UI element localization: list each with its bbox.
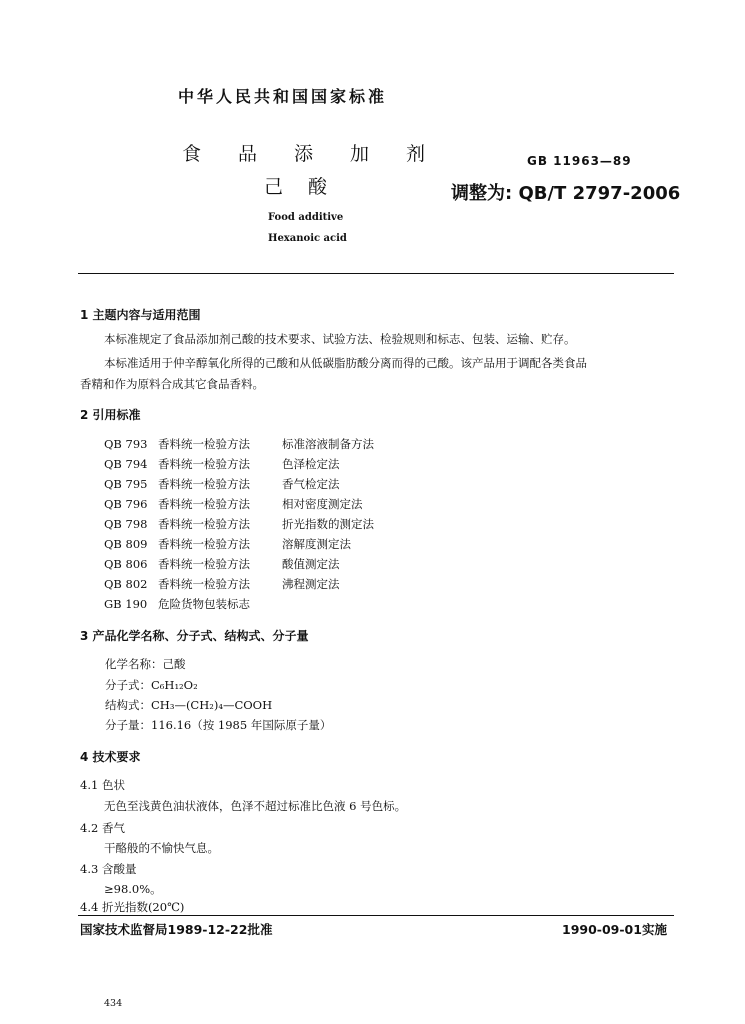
- ref-title: 折光指数的测定法: [282, 517, 374, 531]
- section1-para2-line1: 本标准适用于仲辛醇氧化所得的己酸和从低碳脂肪酸分离而得的己酸。该产品用于调配各类食品: [104, 356, 587, 370]
- clause-4-3-text: ≥98.0%。: [104, 882, 162, 896]
- ref-row: [104, 536, 351, 552]
- section3-heading: 3 产品化学名称、分子式、结构式、分子量: [80, 629, 309, 643]
- ref-code: QB 795: [104, 477, 148, 491]
- section1-para2-line2: 香精和作为原料合成其它食品香料。: [80, 377, 264, 391]
- ref-code: QB 798: [104, 517, 148, 531]
- molecular-formula: 分子式：C₆H₁₂O₂: [105, 678, 198, 692]
- section1-para1: 本标准规定了食品添加剂己酸的技术要求、试验方法、检验规则和标志、包装、运输、贮存。: [104, 332, 576, 346]
- clause-4-2-label: 4.2 香气: [80, 821, 125, 835]
- ref-series: 香料统一检验方法: [158, 477, 250, 491]
- clause-4-2-text: 干酪般的不愉快气息。: [104, 841, 219, 855]
- ref-title: 香气检定法: [282, 477, 340, 491]
- name-char: 酸: [308, 176, 328, 198]
- ref-title: 沸程测定法: [282, 577, 340, 591]
- ref-series: 香料统一检验方法: [158, 517, 250, 531]
- footer-divider: [78, 915, 674, 916]
- ref-title: 标准溶液制备方法: [282, 437, 374, 451]
- ref-row: [104, 596, 282, 612]
- ref-row: [104, 556, 340, 572]
- name-char: 品: [238, 143, 258, 165]
- name-char: 食: [182, 143, 202, 165]
- section1-heading: 1 主题内容与适用范围: [80, 308, 201, 322]
- molecular-weight: 分子量：116.16（按 1985 年国际原子量）: [105, 718, 332, 732]
- approval-date: 国家技术监督局1989-12-22批准: [80, 922, 273, 937]
- ref-code: GB 190: [104, 597, 148, 611]
- name-char: 剂: [406, 143, 426, 165]
- clause-4-3-label: 4.3 含酸量: [80, 862, 137, 876]
- name-char: 己: [264, 176, 284, 198]
- ref-code: QB 796: [104, 497, 148, 511]
- ref-series: 香料统一检验方法: [158, 497, 250, 511]
- ref-row: [104, 576, 340, 592]
- ref-row: [104, 456, 340, 472]
- ref-title: 酸值测定法: [282, 557, 340, 571]
- ref-code: QB 806: [104, 557, 148, 571]
- name-char: 加: [350, 143, 370, 165]
- ref-row: [104, 516, 374, 532]
- ref-row: [104, 476, 340, 492]
- ref-series: 香料统一检验方法: [158, 577, 250, 591]
- section4-heading: 4 技术要求: [80, 750, 141, 764]
- ref-series: 香料统一检验方法: [158, 557, 250, 571]
- ref-series: 香料统一检验方法: [158, 537, 250, 551]
- structural-formula: 结构式：CH₃—(CH₂)₄—COOH: [105, 698, 273, 712]
- product-name-cn-line1: [182, 139, 462, 166]
- effective-date: 1990-09-01实施: [562, 922, 667, 937]
- ref-title: 色泽检定法: [282, 457, 340, 471]
- ref-title: 相对密度测定法: [282, 497, 363, 511]
- ref-code: QB 809: [104, 537, 148, 551]
- ref-code: QB 802: [104, 577, 148, 591]
- ref-row: [104, 436, 374, 452]
- name-char: 添: [294, 143, 314, 165]
- adjusted-standard-number: 调整为: QB/T 2797-2006: [451, 183, 681, 204]
- product-name-en-line2: Hexanoic acid: [268, 233, 347, 244]
- ref-code: QB 794: [104, 457, 148, 471]
- ref-series: 香料统一检验方法: [158, 457, 250, 471]
- header-divider: [78, 273, 674, 274]
- ref-row: [104, 496, 363, 512]
- standard-number: GB 11963—89: [527, 154, 632, 168]
- section2-heading: 2 引用标准: [80, 408, 141, 422]
- clause-4-1-label: 4.1 色状: [80, 778, 125, 792]
- ref-code: QB 793: [104, 437, 148, 451]
- ref-title: 溶解度测定法: [282, 537, 351, 551]
- ref-series: 危险货物包装标志: [158, 597, 250, 611]
- page-number: 434: [104, 998, 123, 1009]
- clause-4-1-text: 无色至浅黄色油状液体，色泽不超过标准比色液 6 号色标。: [104, 799, 407, 813]
- standard-issuer-title: 中华人民共和国国家标准: [178, 87, 388, 106]
- clause-4-4-label: 4.4 折光指数(20℃): [80, 900, 185, 914]
- chemical-name: 化学名称：己酸: [105, 657, 186, 671]
- product-name-en-line1: Food additive: [268, 212, 344, 223]
- ref-series: 香料统一检验方法: [158, 437, 250, 451]
- product-name-cn-line2: [264, 172, 352, 199]
